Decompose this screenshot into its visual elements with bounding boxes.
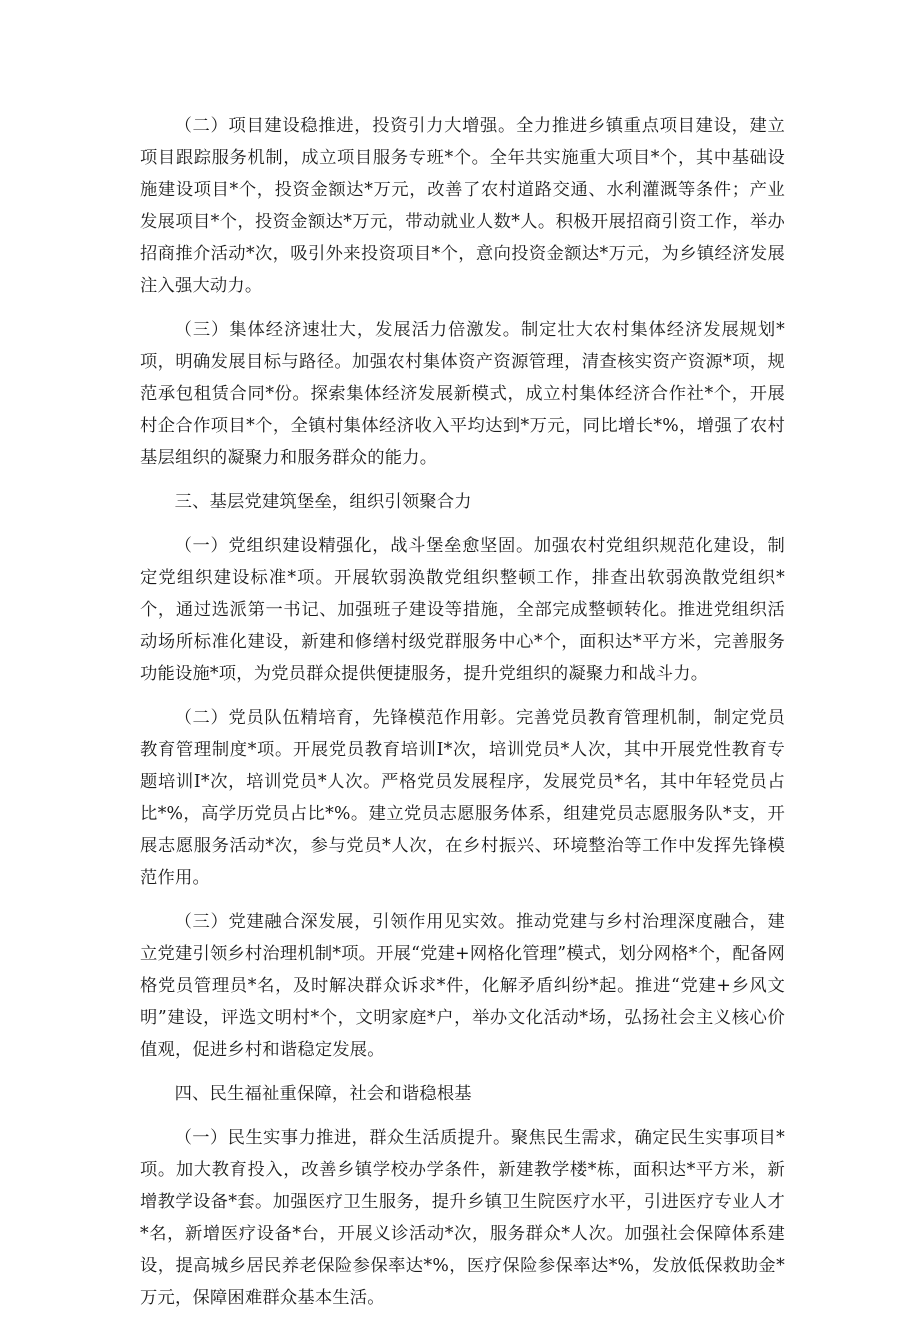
section-heading-livelihood: 四、民生福祉重保障，社会和谐稳根基 [174, 1084, 472, 1104]
section-heading-party-building: 三、基层党建筑堡垒，组织引领聚合力 [174, 492, 472, 512]
paragraph-party-integration: （三）党建融合深发展，引领作用见实效。推动党建与乡村治理深度融合，建立党建引领乡村治理机制*项。开展“党建+网格化管理”模式，划分网格*个，配备网格党员管理员*名，及时解决群众诉求*件，化解矛盾纠纷*起。推进“党建+乡风文明”建设，评选文明村*个，文明家庭*户，举办文化活动*场，弘扬社会主义核心价值观，促进乡村和谐稳定发展。 [140, 912, 785, 1060]
paragraph-party-members: （二）党员队伍精培育，先锋模范作用彰。完善党员教育管理机制，制定党员教育管理制度*项。开展党员教育培训I*次，培训党员*人次，其中开展党性教育专题培训I*次，培训党员*人次。严格党员发展程序，发展党员*名，其中年轻党员占比*%，高学历党员占比*%。建立党员志愿服务体系，组建党员志愿服务队*支，开展志愿服务活动*次，参与党员*人次，在乡村振兴、环境整治等工作中发挥先锋模范作用。 [140, 708, 785, 888]
paragraph-livelihood-projects: （一）民生实事力推进，群众生活质提升。聚焦民生需求，确定民生实事项目*项。加大教育投入，改善乡镇学校办学条件，新建教学楼*栋，面积达*平方米，新增教学设备*套。加强医疗卫生服务，提升乡镇卫生院医疗水平，引进医疗专业人才*名，新增医疗设备*台，开展义诊活动*次，服务群众*人次。加强社会保障体系建设，提高城乡居民养老保险参保率达*%，医疗保险参保率达*%，发放低保救助金*万元，保障困难群众基本生活。 [140, 1128, 785, 1308]
document-page [140, 110, 785, 1326]
paragraph-project-construction: （二）项目建设稳推进，投资引力大增强。全力推进乡镇重点项目建设，建立项目跟踪服务机制，成立项目服务专班*个。全年共实施重大项目*个，其中基础设施建设项目*个，投资金额达*万元，改善了农村道路交通、水利灌溉等条件；产业发展项目*个，投资金额达*万元，带动就业人数*人。积极开展招商引资工作，举办招商推介活动*次，吸引外来投资项目*个，意向投资金额达*万元，为乡镇经济发展注入强大动力。 [140, 116, 785, 296]
paragraph-collective-economy: （三）集体经济速壮大，发展活力倍激发。制定壮大农村集体经济发展规划*项，明确发展目标与路径。加强农村集体资产资源管理，清查核实资产资源*项，规范承包租赁合同*份。探索集体经济发展新模式，成立村集体经济合作社*个，开展村企合作项目*个，全镇村集体经济收入平均达到*万元，同比增长*%，增强了农村基层组织的凝聚力和服务群众的能力。 [140, 320, 785, 468]
paragraph-party-organization: （一）党组织建设精强化，战斗堡垒愈坚固。加强农村党组织规范化建设，制定党组织建设标准*项。开展软弱涣散党组织整顿工作，排查出软弱涣散党组织*个，通过选派第一书记、加强班子建设等措施，全部完成整顿转化。推进党组织活动场所标准化建设，新建和修缮村级党群服务中心*个，面积达*平方米，完善服务功能设施*项，为党员群众提供便捷服务，提升党组织的凝聚力和战斗力。 [140, 536, 785, 684]
